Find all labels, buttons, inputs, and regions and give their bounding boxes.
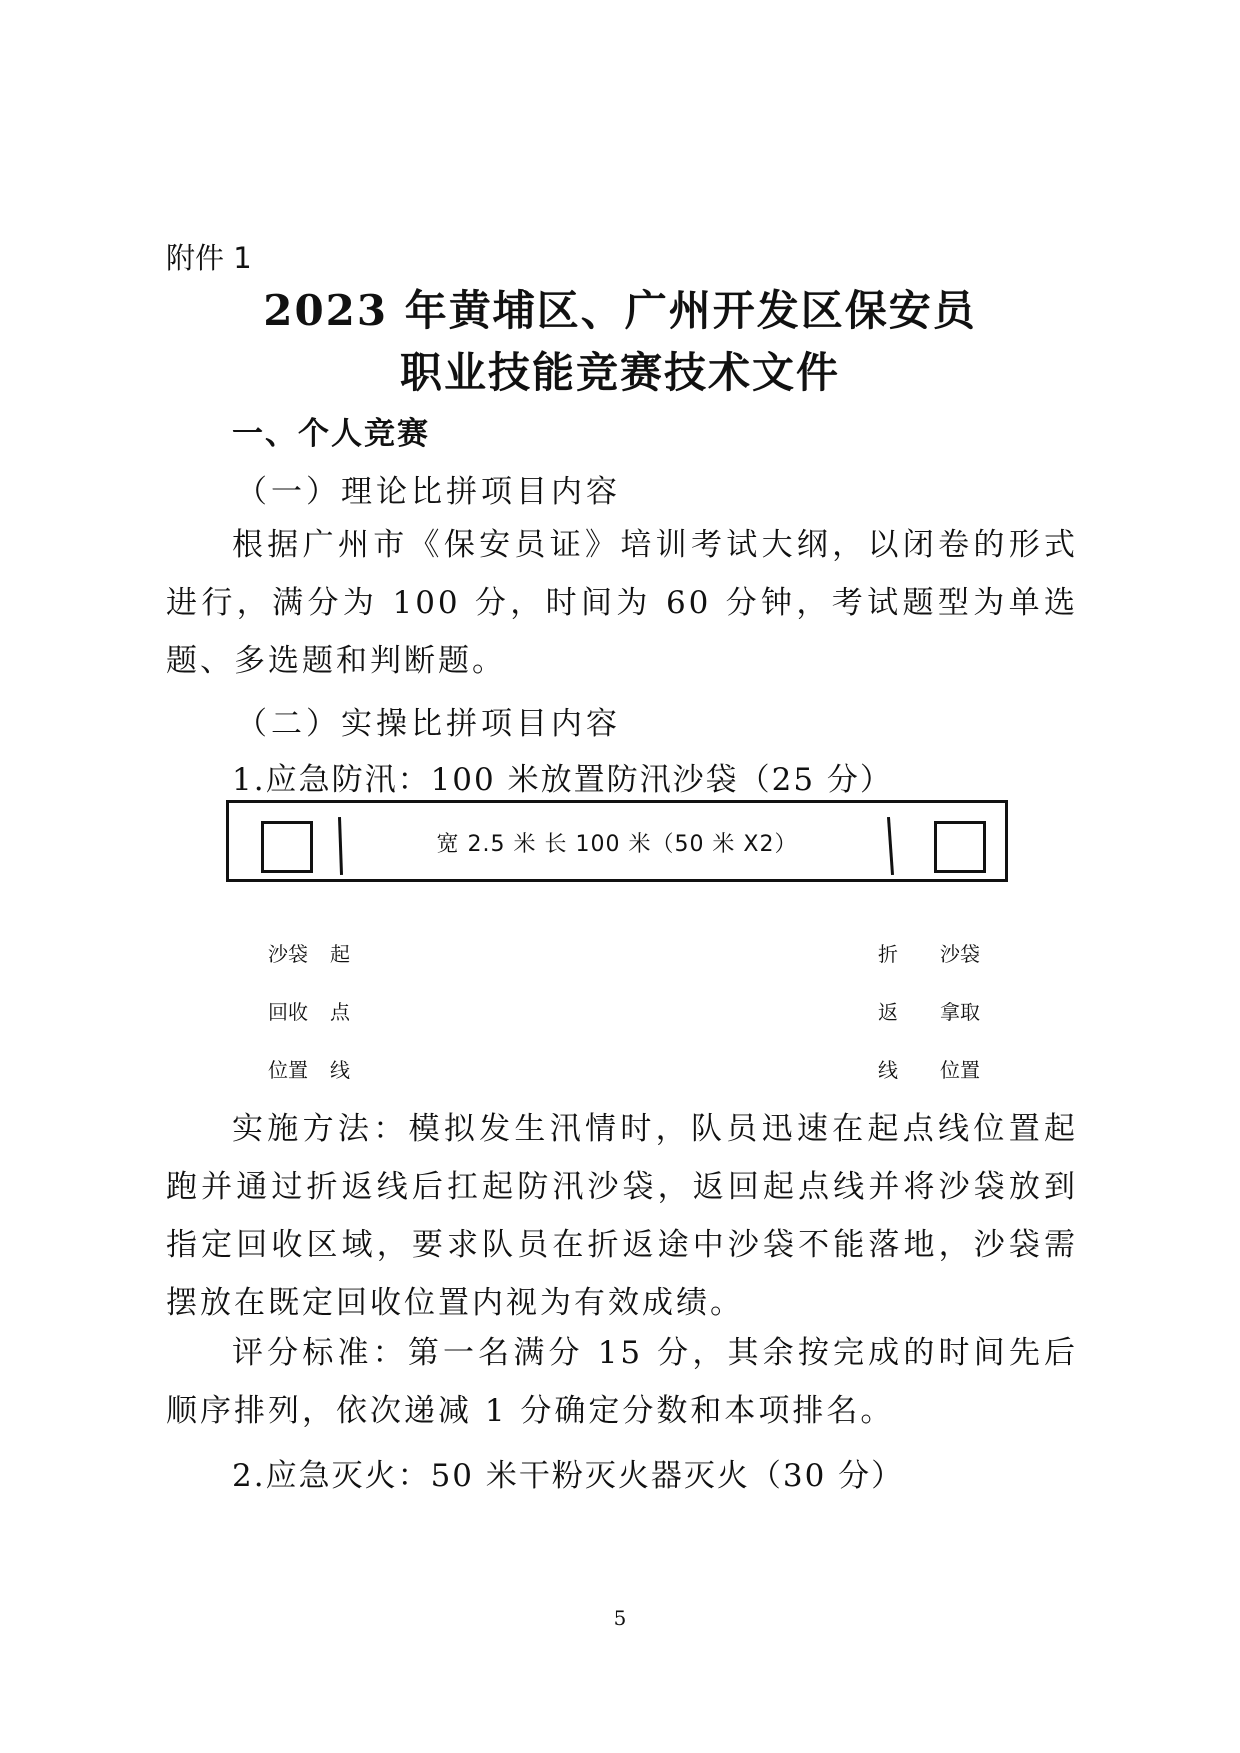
theory-paragraph: 根据广州市《保安员证》培训考试大纲，以闭卷的形式进行，满分为 100 分，时间为 60 分钟，考试题型为单选题、多选题和判断题。	[166, 527, 1078, 679]
page-number: 5	[613, 1606, 627, 1630]
start-label-2: 点	[330, 1000, 350, 1024]
pickup-label-3: 位置	[940, 1058, 980, 1082]
recovery-label-2: 回收	[268, 1000, 308, 1024]
field-diagram	[226, 800, 1008, 882]
recovery-label-1: 沙袋	[268, 942, 308, 966]
turn-label-1: 折	[878, 942, 898, 966]
start-label-1: 起	[330, 942, 350, 966]
theory-heading: （一）理论比拼项目内容	[236, 474, 621, 510]
field-dimension-label: 宽 2.5 米 长 100 米（50 米 X2）	[436, 832, 798, 857]
turn-label-3: 线	[878, 1058, 898, 1082]
scoring-paragraph: 评分标准：第一名满分 15 分，其余按完成的时间先后顺序排列，依次递减 1 分确定分数和本项排名。	[166, 1335, 1078, 1429]
practice-heading: （二）实操比拼项目内容	[236, 706, 621, 742]
section-heading: 一、个人竞赛	[232, 416, 430, 452]
pickup-area-square	[934, 821, 986, 873]
turn-label-2: 返	[878, 1000, 898, 1024]
item1-heading: 1.应急防汛：100 米放置防汛沙袋（25 分）	[232, 762, 893, 798]
document-title-line1: 2023 年黄埔区、广州开发区保安员	[263, 286, 977, 335]
method-paragraph: 实施方法：模拟发生汛情时，队员迅速在起点线位置起跑并通过折返线后扛起防汛沙袋，返回起点线并将沙袋放到指定回收区域，要求队员在折返途中沙袋不能落地，沙袋需摆放在既定回收位置内视为有效成绩。	[166, 1111, 1078, 1321]
pickup-label-2: 拿取	[940, 1000, 980, 1024]
attachment-label: 附件 1	[166, 241, 252, 275]
pickup-label-1: 沙袋	[940, 942, 980, 966]
start-label-3: 线	[330, 1058, 350, 1082]
item2-heading: 2.应急灭火：50 米干粉灭火器灭火（30 分）	[232, 1458, 905, 1494]
recovery-label-3: 位置	[268, 1058, 308, 1082]
document-title-line2: 职业技能竞赛技术文件	[399, 348, 840, 397]
